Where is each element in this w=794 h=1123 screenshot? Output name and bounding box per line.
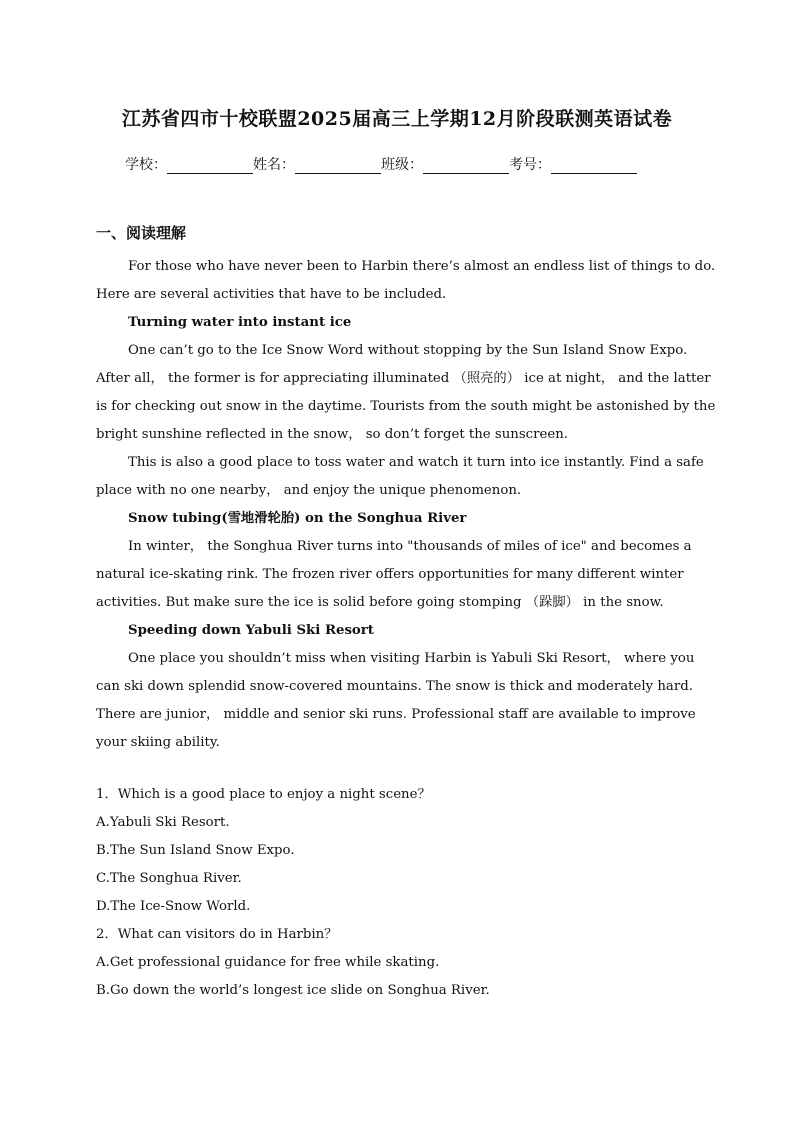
passage-line: can ski down splendid snow-covered mountains. The snow is thick and moderately hard. <box>96 679 693 694</box>
subheading: Turning water into instant ice <box>128 315 352 330</box>
passage-line: For those who have never been to Harbin there’s almost an endless list of things to do. <box>128 259 716 274</box>
exam-number-label: 考号： <box>509 157 551 173</box>
passage-line: Here are several activities that have to be included. <box>96 287 447 302</box>
section-heading: 一、阅读理解 <box>96 224 187 242</box>
answer-option[interactable]: C.The Songhua River. <box>96 871 242 886</box>
answer-option[interactable]: D.The Ice-Snow World. <box>96 899 251 914</box>
passage-line: This is also a good place to toss water and watch it turn into ice instantly. Find a safe <box>128 455 704 470</box>
passage-line: place with no one nearby， and enjoy the unique phenomenon. <box>96 483 522 498</box>
reading-passage <box>96 258 716 762</box>
subheading: Snow tubing(雪地滑轮胎) on the Songhua River <box>128 511 467 526</box>
exam-title: 江苏省四市十校联盟2025届高三上学期12月阶段联测英语试卷 <box>121 108 673 130</box>
passage-line: One place you shouldn’t miss when visiting Harbin is Yabuli Ski Resort， where you <box>128 651 695 666</box>
passage-line: your skiing ability. <box>96 735 220 750</box>
name-blank[interactable] <box>295 159 381 174</box>
school-blank[interactable] <box>167 159 253 174</box>
question-stem: 2．What can visitors do in Harbin？ <box>96 927 338 942</box>
answer-option[interactable]: B.Go down the world’s longest ice slide on Songhua River. <box>96 983 490 998</box>
class-blank[interactable] <box>423 159 509 174</box>
passage-line: There are junior， middle and senior ski runs. Professional staff are available to improve <box>96 707 696 722</box>
student-info-row <box>125 154 685 174</box>
question-stem: 1．Which is a good place to enjoy a night scene？ <box>96 787 431 802</box>
passage-line: After all， the former is for appreciating illuminated （照亮的） ice at night， and the latter <box>96 371 711 386</box>
passage-line: In winter， the Songhua River turns into "thousands of miles of ice" and becomes a <box>128 539 692 554</box>
passage-line: is for checking out snow in the daytime. Tourists from the south might be astonished by the <box>96 399 716 414</box>
passage-line: bright sunshine reflected in the snow， so don’t forget the sunscreen. <box>96 427 569 442</box>
passage-line: activities. But make sure the ice is solid before going stomping （跺脚） in the snow. <box>96 595 664 610</box>
subheading: Speeding down Yabuli Ski Resort <box>128 623 374 638</box>
name-label: 姓名： <box>253 157 295 173</box>
answer-option[interactable]: A.Yabuli Ski Resort. <box>96 815 230 830</box>
exam-number-blank[interactable] <box>551 159 637 174</box>
passage-line: natural ice-skating rink. The frozen river offers opportunities for many different winter <box>96 567 684 582</box>
school-label: 学校： <box>125 157 167 173</box>
answer-option[interactable]: B.The Sun Island Snow Expo. <box>96 843 295 858</box>
questions <box>96 786 696 1010</box>
answer-option[interactable]: A.Get professional guidance for free while skating. <box>96 955 440 970</box>
class-label: 班级： <box>381 157 423 173</box>
passage-line: One can’t go to the Ice Snow Word without stopping by the Sun Island Snow Expo. <box>128 343 688 358</box>
